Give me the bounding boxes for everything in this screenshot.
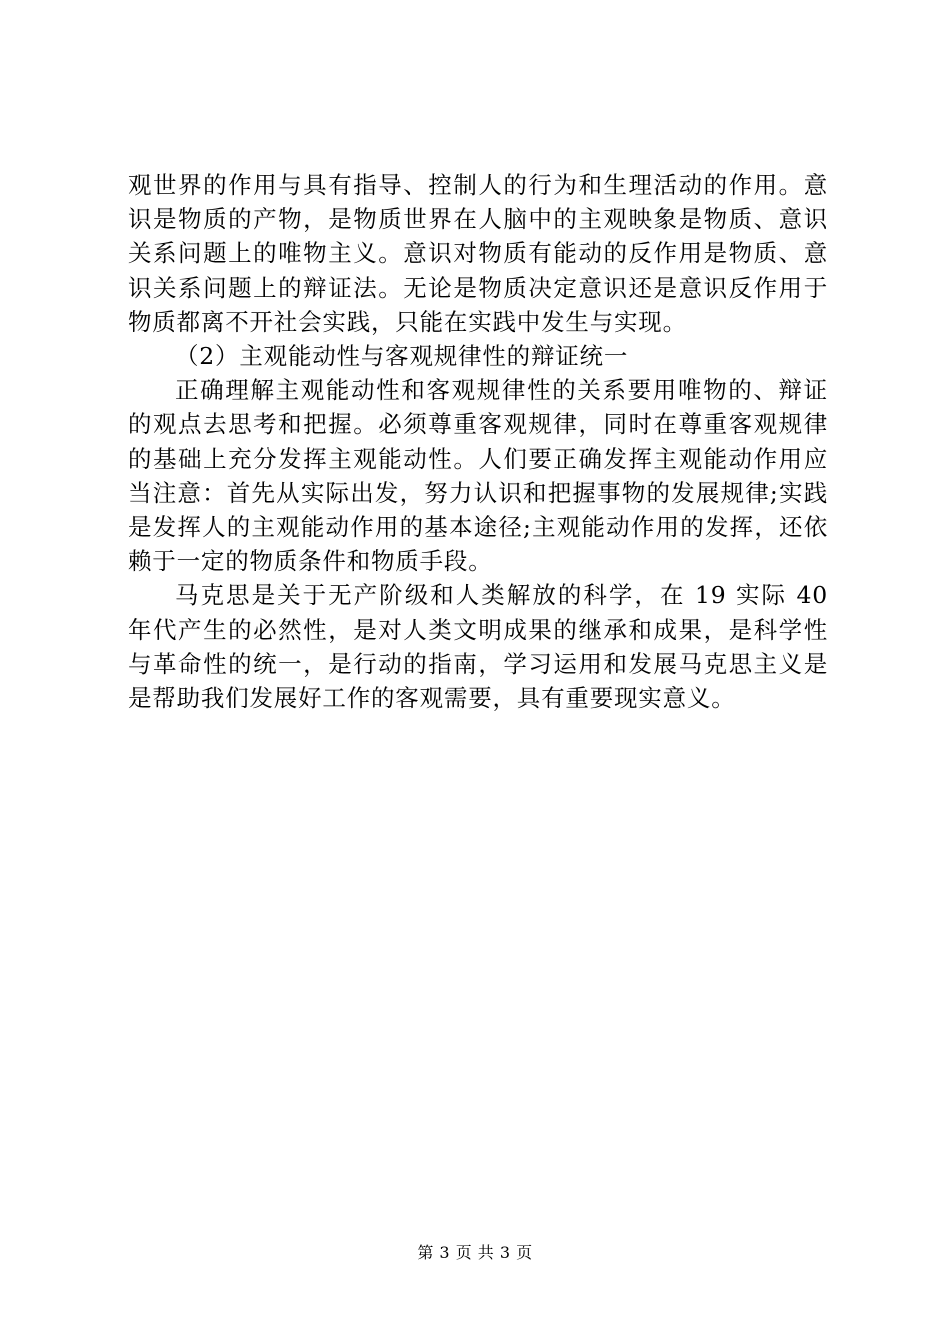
paragraph-continuation: 观世界的作用与具有指导、控制人的行为和生理活动的作用。意识是物质的产物，是物质世界在人脑中的主观映象是物质、意识关系问题上的唯物主义。意识对物质有能动的反作用是物质、意识关系问题上的辩证法。无论是物质决定意识还是意识反作用于物质都离不开社会实践，只能在实践中发生与实现。	[128, 171, 828, 336]
paragraph-subjective-initiative: 正确理解主观能动性和客观规律性的关系要用唯物的、辩证的观点去思考和把握。必须尊重客观规律，同时在尊重客观规律的基础上充分发挥主观能动性。人们要正确发挥主观能动作用应当注意：首先从实际出发，努力认识和把握事物的发展规律;实践是发挥人的主观能动作用的基本途径;主观能动作用的发挥，还依赖于一定的物质条件和物质手段。	[128, 376, 828, 576]
body-text	[128, 168, 828, 715]
page-footer: 第 3 页 共 3 页	[417, 1243, 533, 1262]
section-heading: （2）主观能动性与客观规律性的辩证统一	[175, 342, 629, 371]
paragraph-marxism: 马克思是关于无产阶级和人类解放的科学，在 19 实际 40 年代产生的必然性，是对人类文明成果的继承和成果，是科学性与革命性的统一，是行动的指南，学习运用和发展马克思主义是是帮助我们发展好工作的客观需要，具有重要现实意义。	[128, 581, 828, 713]
